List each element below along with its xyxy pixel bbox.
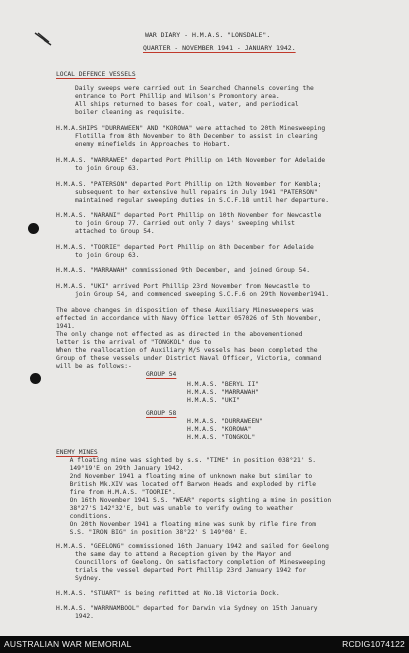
- text-line: British Mk.XIV was located off Barwon Heads and exploded by rifle: [62, 481, 317, 488]
- text-line: H.M.A.S. "GEELONG" commissioned 16th January 1942 and sailed for Geelong: [56, 543, 329, 550]
- paragraph-marrawah: H.M.A.S. "MARRAWAH" commissioned 9th December, and joined Group 54.: [56, 267, 311, 274]
- text-line: fire from H.M.A.S. "TOORIE".: [62, 489, 176, 496]
- text-line: H.M.A.S. "PATERSON" departed Port Phillip on 12th November for Kembla;: [56, 181, 322, 188]
- text-line: H.M.A.S. "WARRNAMBOOL" departed for Darwin via Sydney on 15th January: [56, 605, 318, 612]
- text-line: H.M.A.S. "TOORIE" departed Port Phillip on 8th December for Adelaide: [56, 244, 314, 251]
- text-line: the same day to attend a Reception given by the Mayor and: [75, 551, 292, 558]
- text-line: The only change not effected as as directed in the abovementioned: [56, 331, 303, 338]
- text-line: On 20th November 1941 a floating mine was sunk by rifle fire from: [62, 521, 317, 528]
- footer-record-id: RCDIG1074122: [342, 639, 405, 649]
- diary-subtitle: QUARTER - NOVEMBER 1941 - JANUARY 1942.: [143, 44, 296, 52]
- diary-title: WAR DIARY - H.M.A.S. "LONSDALE".: [145, 31, 271, 39]
- text-line: enemy minefields in Approaches to Hobart.: [75, 141, 231, 148]
- text-line: to join Group 77. Carried out only 7 days' sweeping whilst: [75, 220, 295, 227]
- text-line: H.M.A.S. "NARANI" departed Port Phillip on 10th November for Newcastle: [56, 212, 322, 219]
- text-line: 1942.: [75, 613, 94, 620]
- text-line: H.M.A.S. "WARRAWEE" departed Port Phillip on 14th November for Adelaide: [56, 157, 326, 164]
- group-ship: H.M.A.S. "UKI": [187, 397, 241, 404]
- text-line: The above changes in disposition of these Auxiliary Minesweepers was: [56, 307, 314, 314]
- text-line: H.M.A.SHIPS "DURRAWEEN" AND "KOROWA" were attached to 20th Minesweeping: [56, 125, 326, 132]
- archive-footer-bar: [0, 636, 409, 653]
- text-line: attached to Group 54.: [75, 228, 155, 235]
- text-line: All ships returned to bases for coal, water, and periodical: [75, 101, 299, 108]
- text-line: 1941.: [56, 323, 75, 330]
- punch-hole-bottom: [30, 373, 41, 384]
- text-line: When the reallocation of Auxiliary M/S vessels has been completed the: [56, 347, 318, 354]
- text-line: 2nd November 1941 a floating mine of unknown make but similar to: [62, 473, 313, 480]
- text-line: maintained regular sweeping duties in S.C.F.18 until her departure.: [75, 197, 330, 204]
- text-line: to join Group 63.: [75, 252, 140, 259]
- footer-source: AUSTRALIAN WAR MEMORIAL: [4, 639, 132, 649]
- text-line: boiler cleaning as requisite.: [75, 109, 185, 116]
- group-54-heading: GROUP 54: [146, 371, 177, 378]
- staple-mark: [34, 32, 52, 46]
- text-line: subsequent to her extensive hull repairs in July 1941 "PATERSON": [75, 189, 318, 196]
- text-line: trials the vessel departed Port Phillip 23rd January 1942 for: [75, 567, 307, 574]
- text-line: Councillors of Geelong. On satisfactory completion of Minesweeping: [75, 559, 326, 566]
- text-line: S.S. "IRON BIG" in position 38°22' S 149°08' E.: [62, 529, 248, 536]
- text-line: Sydney.: [75, 575, 102, 582]
- text-line: A floating mine was sighted by s.s. "TIME" in position 038°21' S.: [62, 457, 317, 464]
- text-line: On 16th November 1941 S.S. "WEAR" reports sighting a mine in position: [62, 497, 332, 504]
- text-line: 38°27'S 142°32'E, but was unable to verify owing to weather: [62, 505, 294, 512]
- text-line: join Group 54, and commenced sweeping S.C.F.6 on 29th November1941.: [75, 291, 330, 298]
- group-ship: H.M.A.S. "MARRAWAH": [187, 389, 260, 396]
- text-line: Flotilla from 8th November to 8th December to assist in clearing: [75, 133, 318, 140]
- group-ship: H.M.A.S. "KOROWA": [187, 426, 252, 433]
- text-line: to join Group 63.: [75, 165, 140, 172]
- section-heading-local-defence: LOCAL DEFENCE VESSELS: [56, 71, 136, 78]
- text-line: effected in accordance with Navy Office letter 057026 of 5th November,: [56, 315, 322, 322]
- section-heading-enemy-mines: ENEMY MINES: [56, 449, 98, 456]
- text-line: Daily sweeps were carried out in Searched Channels covering the: [75, 85, 314, 92]
- text-line: 149°19'E on 29th January 1942.: [62, 465, 184, 472]
- text-line: H.M.A.S. "UKI" arrived Port Phillip 23rd November from Newcastle to: [56, 283, 311, 290]
- group-ship: H.M.A.S. "BERYL II": [187, 381, 260, 388]
- group-58-heading: GROUP 58: [146, 410, 177, 417]
- text-line: conditions.: [62, 513, 112, 520]
- group-ship: H.M.A.S. "TONGKOL": [187, 434, 256, 441]
- punch-hole-top: [28, 223, 39, 234]
- paragraph-stuart: H.M.A.S. "STUART" is being refitted at No.18 Victoria Dock.: [56, 590, 280, 597]
- text-line: entrance to Port Phillip and Wilson's Promontory area.: [75, 93, 280, 100]
- group-ship: H.M.A.S. "DURRAWEEN": [187, 418, 263, 425]
- text-line: will be as follows:-: [56, 363, 132, 370]
- text-line: Group of these vessels under District Naval Officer, Victoria, command: [56, 355, 322, 362]
- text-line: letter is the arrival of "TONGKOL" due to: [56, 339, 212, 346]
